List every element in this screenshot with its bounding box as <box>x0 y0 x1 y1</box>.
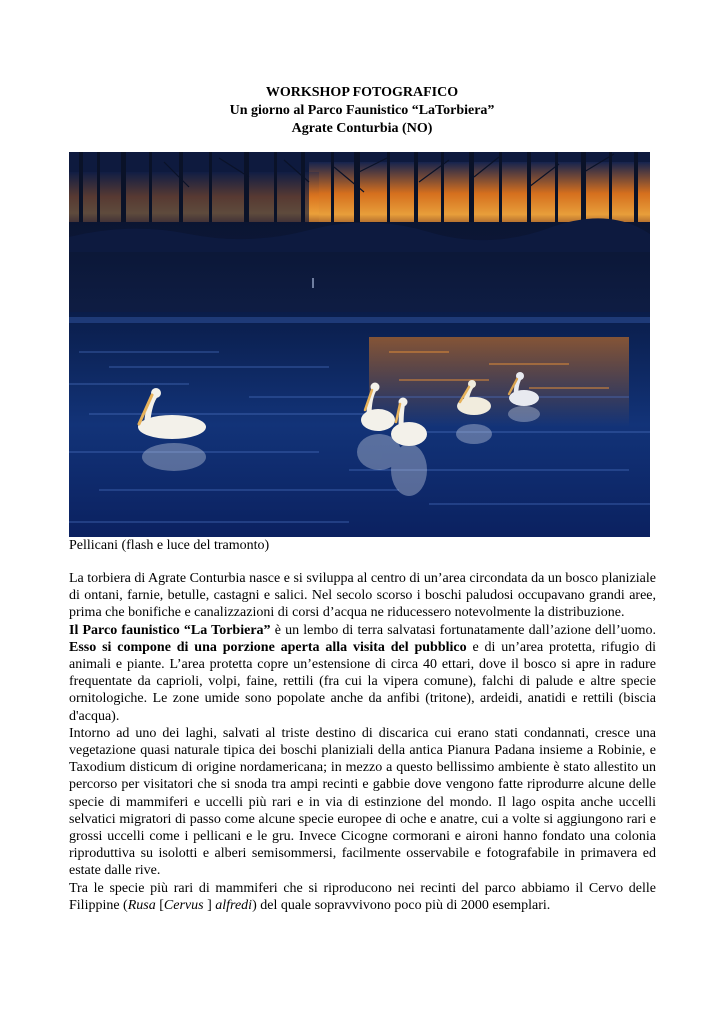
paragraph-4-text-b: [ <box>155 897 164 913</box>
paragraph-4-text-a: Tra le specie più rari di mammiferi che si riproducono nei recinti del parco abbiamo il Cervo delle Filippine ( <box>69 880 656 913</box>
paragraph-2-text-a: è un lembo di terra salvatasi fortunatamente dall’azione dell’uomo. <box>270 622 656 638</box>
species-genus-rusa: Rusa <box>127 897 156 913</box>
document-location: Agrate Conturbia (NO) <box>291 121 433 136</box>
paragraph-3: Intorno ad uno dei laghi, salvati al triste destino di discarica cui erano stati condannati, cresce una vegetazione quasi naturale tipica dei boschi planiziali della antica Pianura Padana insieme a Robinie, e Taxodium disticum di origine nordamericana; in mezzo a questo bellissimo ambiente è stato allestito un percorso per visitatori che si snoda tra ampi recinti e gabbie dove vengono fatte riprodurre alcune delle specie di mammiferi e uccelli più rari e in via di estinzione del mondo. Il lago ospita anche uccelli selvatici migratori di passo come alcune specie europee di oche e anatre, cui a volte si aggiungono rari e grossi uccelli come i pellicani e le gru. Invece Cicogne cormorani e aironi hanno fondato una colonia riproduttiva su isolotti e alberi semisommersi, facilmente osservabile e fotografabile in primavera ed estate dalle rive. <box>69 725 656 879</box>
public-area-bold: Esso si compone di una porzione aperta alla visita del pubblico <box>69 639 467 655</box>
paragraph-4-text-c: ] <box>203 897 216 913</box>
paragraph-1: La torbiera di Agrate Conturbia nasce e si sviluppa al centro di un’area circondata da un bosco planiziale di ontani, farnie, betulle, castagni e salici. Nel secolo scorso i boschi paludosi occupavano grandi aree, prima che bonifiche e canalizzazioni di corsi d’acqua ne riducessero notevolmente la distribuzione. <box>69 571 656 621</box>
species-genus-cervus: Cervus <box>163 897 204 913</box>
paragraph-4 <box>69 880 656 914</box>
document-title: WORKSHOP FOTOGRAFICO <box>265 85 459 100</box>
paragraph-2 <box>69 622 656 725</box>
park-name-bold: Il Parco faunistico “La Torbiera” <box>69 622 271 638</box>
article-body <box>69 570 656 914</box>
pelicans-photo <box>69 152 650 537</box>
document-header <box>0 84 724 138</box>
paragraph-4-text-d: ) del quale sopravvivono poco più di 2000 esemplari. <box>252 897 551 913</box>
paragraph-2-text-b: e di un’area protetta, rifugio di animali e piante. L’area protetta copre un’estensione di circa 40 ettari, dove il bosco si apre in radure frequentate da caprioli, volpi, faine, rettili (fra cui la vipera comune), falchi di palude e altre specie ornitologiche. Le zone umide sono popolate anche da anfibi (tritone), ardeidi, anatidi e rettili (biscia d'acqua). <box>69 639 656 724</box>
document-subtitle: Un giorno al Parco Faunistico “LaTorbiera” <box>229 103 495 118</box>
species-name-alfredi: alfredi <box>215 897 253 913</box>
photo-caption: Pellicani (flash e luce del tramonto) <box>69 538 270 553</box>
